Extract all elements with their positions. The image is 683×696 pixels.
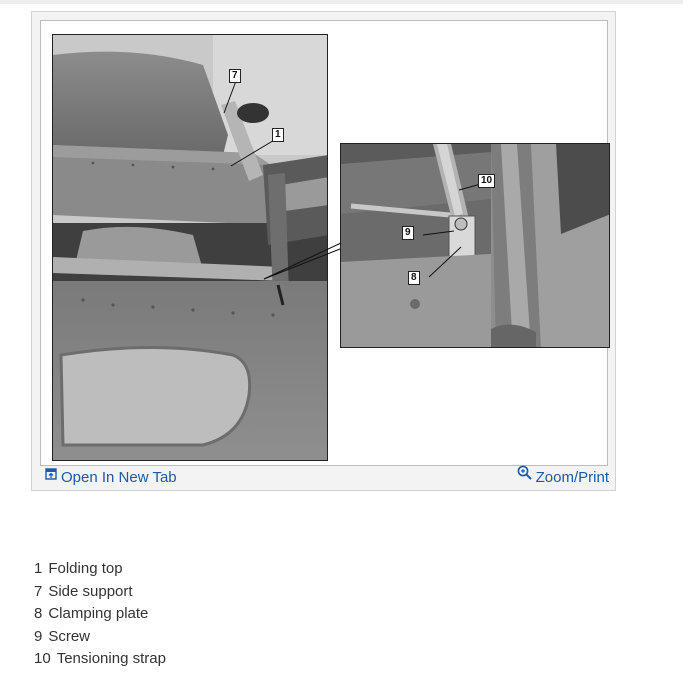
callout-9: 9 bbox=[402, 226, 414, 240]
legend-label: Tensioning strap bbox=[56, 650, 166, 668]
parts-legend bbox=[34, 558, 166, 671]
legend-item bbox=[34, 581, 166, 604]
callout-7: 7 bbox=[229, 69, 241, 83]
zoom-print-label: Zoom/Print bbox=[535, 469, 609, 486]
callout-8: 8 bbox=[408, 271, 420, 285]
legend-number: 9 bbox=[34, 627, 43, 645]
inset-detail-photo bbox=[340, 143, 610, 348]
figure-container bbox=[31, 11, 616, 491]
magnifier-icon bbox=[517, 463, 532, 489]
legend-item bbox=[34, 626, 166, 649]
open-in-new-tab-link[interactable] bbox=[45, 465, 177, 491]
legend-number: 10 bbox=[34, 650, 51, 668]
figure-image[interactable] bbox=[40, 20, 608, 466]
legend-label: Screw bbox=[48, 627, 91, 645]
zoom-print-link[interactable] bbox=[517, 465, 609, 491]
figure-footer bbox=[32, 465, 615, 491]
main-photo bbox=[52, 34, 328, 461]
legend-number: 1 bbox=[34, 560, 43, 577]
legend-label: Folding top bbox=[48, 560, 123, 577]
open-in-new-tab-label: Open In New Tab bbox=[61, 469, 177, 486]
callout-10: 10 bbox=[478, 174, 495, 188]
legend-label: Side support bbox=[48, 582, 133, 600]
legend-number: 8 bbox=[34, 605, 43, 623]
legend-item bbox=[34, 648, 166, 671]
callout-1: 1 bbox=[272, 128, 284, 142]
clamping-plate-detail-photo bbox=[341, 144, 610, 348]
open-new-tab-icon bbox=[45, 463, 57, 489]
legend-number: 7 bbox=[34, 582, 43, 600]
legend-item bbox=[34, 603, 166, 626]
legend-item bbox=[34, 558, 166, 581]
legend-label: Clamping plate bbox=[48, 605, 149, 623]
convertible-top-photo bbox=[53, 35, 328, 461]
top-divider bbox=[0, 0, 683, 4]
